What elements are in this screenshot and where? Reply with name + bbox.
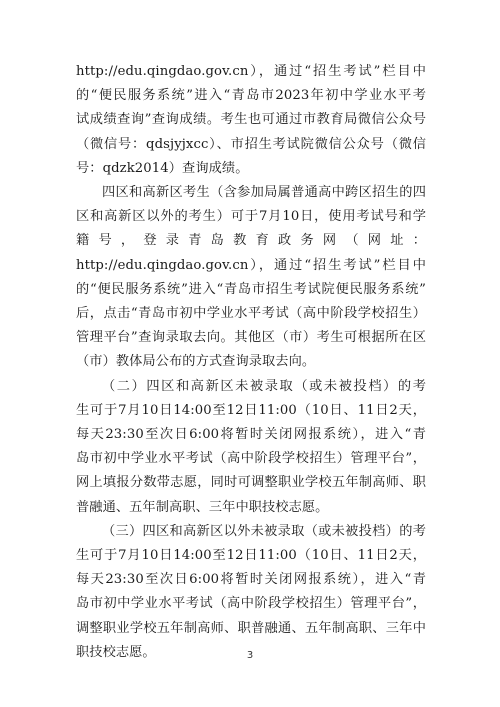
text-line: 网上填报分数带志愿，同时可调整职业学校五年制高师、职 — [76, 475, 426, 491]
text-line: http://edu.qingdao.gov.cn），通过“招生考试”栏目中 — [76, 257, 426, 273]
text-line: 生可于7月10日14:00至12日11:00（10日、11日2天， — [76, 402, 426, 418]
text-line: （三）四区和高新区以外未被录取（或未被投档）的考 — [102, 523, 426, 539]
text-line: 籍号，登录青岛教育政务网（网址： — [76, 233, 426, 249]
text-line: （微信号：qdsjyjxcc）、市招生考试院微信公众号（微信 — [76, 136, 426, 152]
text-line: 的“便民服务系统”进入“青岛市2023年初中学业水平考 — [76, 88, 426, 104]
document-body — [76, 60, 426, 665]
text-line: 区和高新区以外的考生）可于7月10日，使用考试号和学 — [76, 209, 426, 225]
text-line: 后，点击“青岛市初中学业水平考试（高中阶段学校招生） — [76, 306, 426, 322]
text-line: 生可于7月10日14:00至12日11:00（10日、11日2天， — [76, 548, 426, 564]
text-line: 每天23:30至次日6:00将暂时关闭网报系统），进入“青 — [76, 572, 426, 588]
text-line: 调整职业学校五年制高师、职普融通、五年制高职、三年中 — [76, 620, 426, 636]
text-line: （市）教体局公布的方式查询录取去向。 — [76, 354, 316, 370]
text-line: 试成绩查询”查询成绩。考生也可通过市教育局微信公众号 — [76, 112, 426, 128]
text-line: 岛市初中学业水平考试（高中阶段学校招生）管理平台”， — [76, 596, 426, 612]
text-line: http://edu.qingdao.gov.cn），通过“招生考试”栏目中 — [76, 64, 426, 79]
text-line: 职技校志愿。 — [76, 644, 156, 660]
text-line: 号：qdzk2014）查询成绩。 — [76, 160, 249, 176]
text-line: 四区和高新区考生（含参加局属普通高中跨区招生的四 — [102, 185, 426, 201]
text-line: 普融通、五年制高职、三年中职技校志愿。 — [76, 499, 329, 515]
text-line: 管理平台”查询录取去向。其他区（市）考生可根据所在区 — [76, 330, 426, 346]
text-line: 岛市初中学业水平考试（高中阶段学校招生）管理平台”， — [76, 451, 426, 467]
text-line: （二）四区和高新区未被录取（或未被投档）的考 — [102, 378, 426, 394]
paragraph-admission-query — [76, 181, 426, 375]
text-line: 每天23:30至次日6:00将暂时关闭网报系统），进入“青 — [76, 427, 426, 443]
text-line: 的“便民服务系统”进入“青岛市招生考试院便民服务系统” — [76, 281, 426, 297]
page-number: 3 — [246, 650, 254, 661]
paragraph-section-two — [76, 375, 426, 520]
paragraph-query-scores — [76, 60, 426, 181]
paragraph-section-three — [76, 520, 426, 665]
